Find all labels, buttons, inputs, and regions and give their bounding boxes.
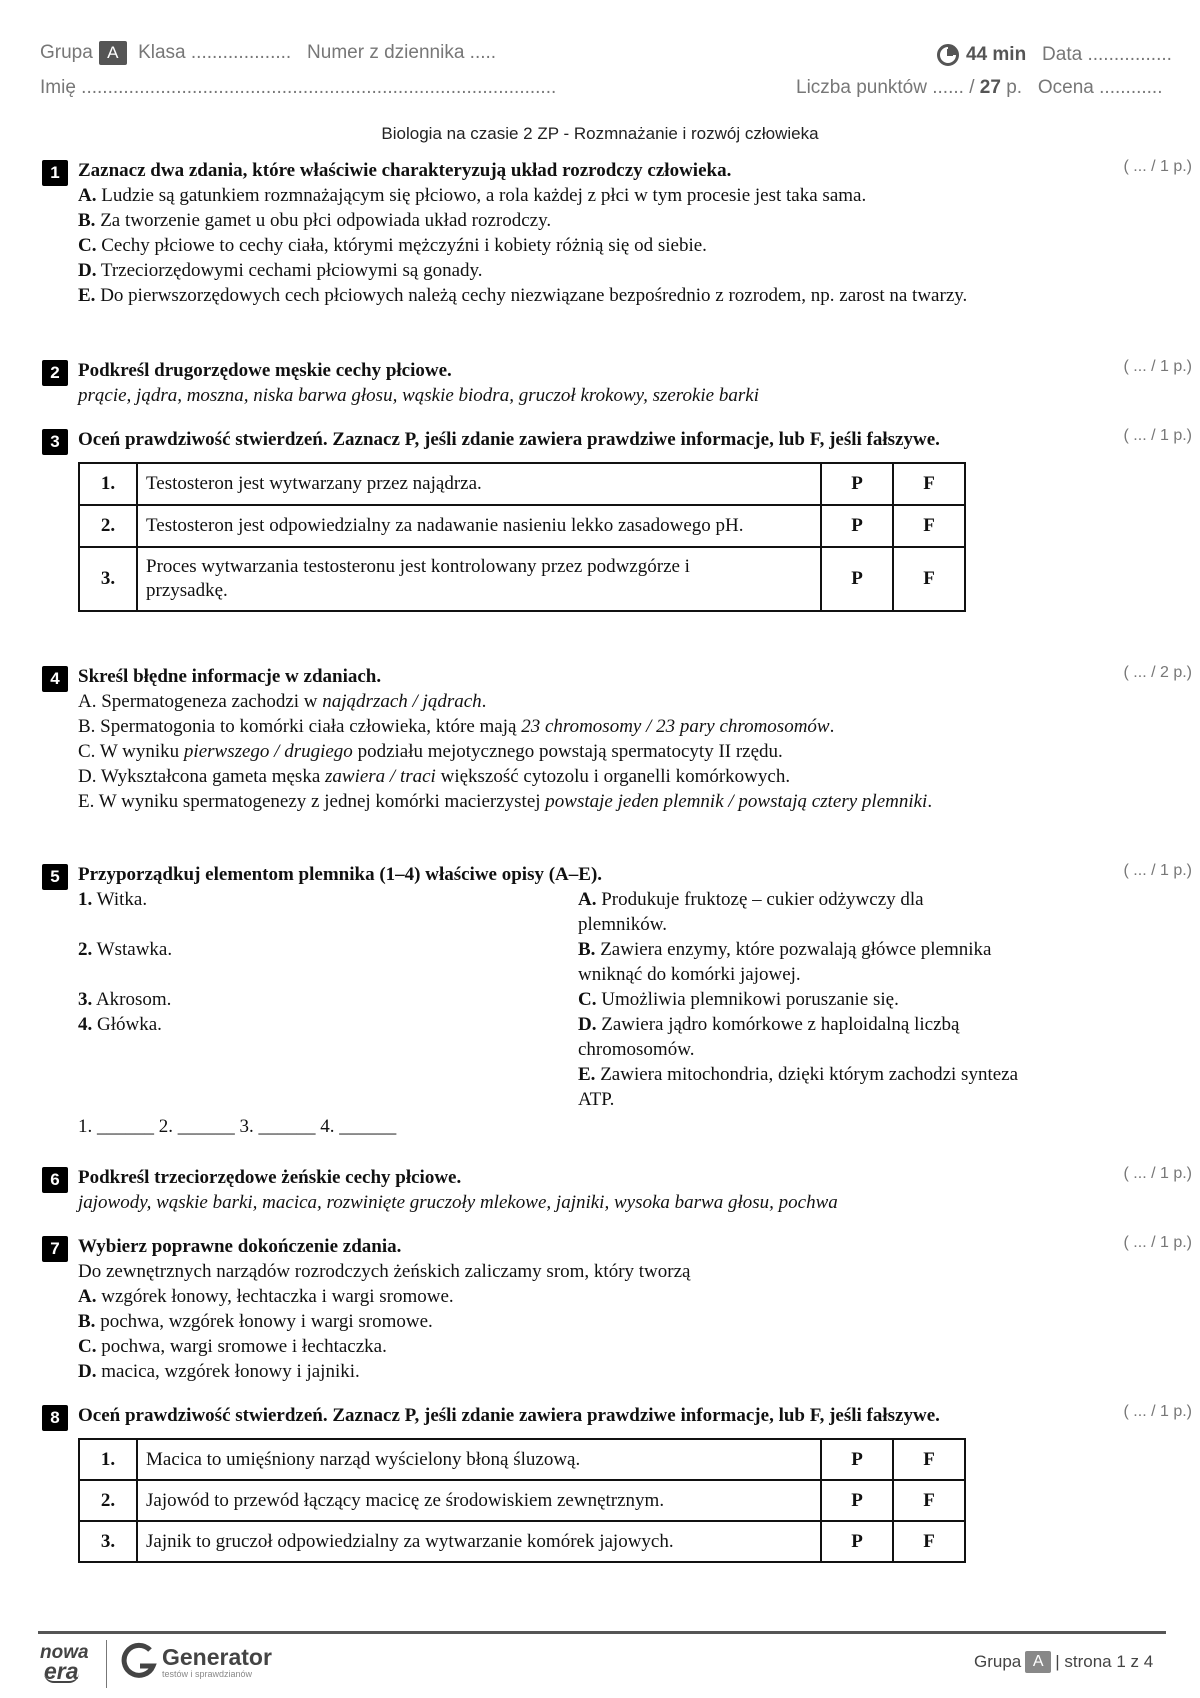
row-number: 1. — [79, 463, 137, 505]
choice-a[interactable]: najądrzach / jądrach — [322, 691, 482, 712]
statement: Jajnik to gruczoł odpowiedzialny za wytwarzanie komórek jajowych. — [137, 1521, 821, 1562]
row-number: 1. — [79, 1439, 137, 1480]
row-number: 3. — [79, 547, 137, 611]
table-row — [79, 505, 965, 547]
group-badge: A — [99, 41, 127, 65]
row-number: 2. — [79, 1480, 137, 1521]
question-number: 1 — [42, 160, 68, 186]
option-b[interactable]: B. Za tworzenie gamet u obu płci odpowiada układ rozrodczy. — [78, 210, 552, 231]
time-value: 44 min — [966, 44, 1027, 65]
question-title: Oceń prawdziwość stwierdzeń. Zaznacz P, jeśli zdanie zawiera prawdziwe informacje, lub F, jeśli fałszywe. — [78, 429, 940, 450]
date-field[interactable]: Data ................ — [1042, 44, 1172, 65]
question-number: 5 — [42, 864, 68, 890]
false-option[interactable]: F — [893, 1439, 965, 1480]
class-field[interactable]: Klasa ................... — [138, 42, 292, 63]
header-row-1-right — [936, 43, 1172, 67]
question-2 — [42, 358, 1192, 408]
option-a[interactable]: A. Ludzie są gatunkiem rozmnażającym się płciowo, a rola każdej z płci w tym procesie jest taka sama. — [78, 185, 867, 206]
element-item: 1. Witka. — [78, 889, 148, 910]
question-title: Skreśl błędne informacje w zdaniach. — [78, 666, 382, 687]
option-b[interactable]: B. pochwa, wzgórek łonowy i wargi sromowe. — [78, 1311, 433, 1332]
points-box: ( ... / 1 p.) — [1123, 158, 1192, 175]
traits-list[interactable]: prącie, jądra, moszna, niska barwa głosu, wąskie biodra, gruczoł krokowy, szerokie barki — [78, 385, 759, 406]
true-option[interactable]: P — [821, 547, 893, 611]
false-option[interactable]: F — [893, 1480, 965, 1521]
nowa-era-logo: nowa era — [40, 1642, 89, 1684]
generator-icon — [120, 1642, 158, 1682]
table-row — [79, 547, 965, 611]
points-field[interactable]: Liczba punktów ...... / — [796, 77, 975, 98]
option-c[interactable]: C. pochwa, wargi sromowe i łechtaczka. — [78, 1336, 387, 1357]
description-item: B. Zawiera enzymy, które pozwalają główce plemnika wniknąć do komórki jajowej. — [578, 939, 992, 985]
points-box: ( ... / 1 p.) — [1123, 1165, 1192, 1182]
false-option[interactable]: F — [893, 463, 965, 505]
page-indicator — [974, 1651, 1153, 1673]
choice-b[interactable]: 23 chromosomy / 23 pary chromosomów — [521, 716, 830, 737]
points-box: ( ... / 1 p.) — [1123, 358, 1192, 375]
points-box: ( ... / 1 p.) — [1123, 1403, 1192, 1420]
question-number: 2 — [42, 360, 68, 386]
true-option[interactable]: P — [821, 1439, 893, 1480]
group-label: Grupa — [40, 42, 93, 63]
table-row — [79, 1439, 965, 1480]
table-row — [79, 1521, 965, 1562]
element-item: 4. Główka. — [78, 1014, 162, 1035]
footer-divider — [38, 1631, 1166, 1634]
description-item: A. Produkuje fruktozę – cukier odżywczy dla plemników. — [578, 889, 924, 935]
points-total: 27 — [979, 77, 1001, 98]
row-number: 2. — [79, 505, 137, 547]
false-option[interactable]: F — [893, 505, 965, 547]
element-item: 2. Wstawka. — [78, 939, 173, 960]
class-number-field[interactable]: Numer z dziennika ..... — [307, 42, 497, 63]
generator-logo: Generator testów i sprawdzianów — [120, 1642, 272, 1682]
sentence-d: D. Wykształcona gameta męska zawiera / traci większość cytozolu i organelli komórkowych. — [78, 766, 791, 787]
question-8 — [42, 1403, 1192, 1563]
statement: Testosteron jest odpowiedzialny za nadawanie nasieniu lekko zasadowego pH. — [137, 505, 821, 547]
question-4 — [42, 664, 1192, 814]
footer-group-badge: A — [1025, 1651, 1051, 1673]
points-box: ( ... / 1 p.) — [1123, 427, 1192, 444]
answer-line[interactable]: 1. ______ 2. ______ 3. ______ 4. ______ — [78, 1116, 397, 1137]
points-box: ( ... / 1 p.) — [1123, 862, 1192, 879]
question-3 — [42, 427, 1192, 612]
question-number: 6 — [42, 1167, 68, 1193]
false-option[interactable]: F — [893, 547, 965, 611]
header-row-1-left — [40, 41, 496, 65]
statement: Jajowód to przewód łączący macicę ze środowiskiem zewnętrznym. — [137, 1480, 821, 1521]
footer-group-label: Grupa — [974, 1652, 1022, 1671]
header-row-2-right — [796, 77, 1163, 99]
points-box: ( ... / 1 p.) — [1123, 1234, 1192, 1251]
question-title: Podkreśl trzeciorzędowe żeńskie cechy płciowe. — [78, 1167, 462, 1188]
question-7 — [42, 1234, 1192, 1384]
description-item: C. Umożliwia plemnikowi poruszanie się. — [578, 989, 899, 1010]
true-false-table — [78, 1438, 966, 1563]
sentence-e: E. W wyniku spermatogenezy z jednej komórki macierzystej powstaje jeden plemnik / powstają cztery plemniki. — [78, 791, 933, 812]
name-field[interactable]: Imię .......................................................................................... — [40, 77, 557, 98]
question-1 — [42, 158, 1192, 308]
choice-d[interactable]: zawiera / traci — [325, 766, 436, 787]
statement: Testosteron jest wytwarzany przez najądrza. — [137, 463, 821, 505]
sentence-a: A. Spermatogeneza zachodzi w najądrzach / jądrach. — [78, 691, 487, 712]
question-title: Podkreśl drugorzędowe męskie cechy płciowe. — [78, 360, 452, 381]
option-d[interactable]: D. Trzeciorzędowymi cechami płciowymi są gonady. — [78, 260, 483, 281]
question-5 — [42, 862, 1192, 1139]
choice-c[interactable]: pierwszego / drugiego — [183, 741, 353, 762]
sentence-b: B. Spermatogonia to komórki ciała człowieka, które mają 23 chromosomy / 23 pary chromosomów. — [78, 716, 835, 737]
element-item: 3. Akrosom. — [78, 989, 172, 1010]
question-title: Wybierz poprawne dokończenie zdania. — [78, 1236, 402, 1257]
statement: Macica to umięśniony narząd wyścielony błoną śluzową. — [137, 1439, 821, 1480]
question-number: 7 — [42, 1236, 68, 1262]
true-option[interactable]: P — [821, 463, 893, 505]
logo-separator — [106, 1640, 107, 1688]
question-stem: Do zewnętrznych narządów rozrodczych żeńskich zaliczamy srom, który tworzą — [78, 1261, 691, 1282]
page-number: | strona 1 z 4 — [1055, 1652, 1154, 1671]
statement: Proces wytwarzania testosteronu jest kontrolowany przez podwzgórze i przysadkę. — [137, 547, 821, 611]
table-row — [79, 1480, 965, 1521]
option-e[interactable]: E. Do pierwszorzędowych cech płciowych należą cechy niezwiązane bezpośrednio z rozrodem, np. zarost na twarzy. — [78, 285, 968, 306]
option-d[interactable]: D. macica, wzgórek łonowy i jajniki. — [78, 1361, 360, 1382]
table-row — [79, 463, 965, 505]
true-option[interactable]: P — [821, 1480, 893, 1521]
grade-field[interactable]: Ocena ............ — [1037, 77, 1163, 98]
test-title: Biologia na czasie 2 ZP - Rozmnażanie i rozwój człowieka — [381, 124, 819, 143]
descriptions-column — [578, 887, 1048, 1112]
false-option[interactable]: F — [893, 1521, 965, 1562]
points-box: ( ... / 2 p.) — [1123, 664, 1192, 681]
question-number: 4 — [42, 666, 68, 692]
elements-column — [78, 887, 578, 1112]
option-a[interactable]: A. wzgórek łonowy, łechtaczka i wargi sromowe. — [78, 1286, 454, 1307]
description-item: D. Zawiera jądro komórkowe z haploidalną liczbą chromosomów. — [578, 1014, 960, 1060]
true-option[interactable]: P — [821, 505, 893, 547]
timer-icon — [936, 43, 960, 67]
question-number: 8 — [42, 1405, 68, 1431]
description-item: E. Zawiera mitochondria, dzięki którym zachodzi synteza ATP. — [578, 1064, 1019, 1110]
option-c[interactable]: C. Cechy płciowe to cechy ciała, którymi mężczyźni i kobiety różnią się od siebie. — [78, 235, 707, 256]
sentence-c: C. W wyniku pierwszego / drugiego podziału mejotycznego powstają spermatocyty II rzędu. — [78, 741, 783, 762]
points-suffix: p. — [1006, 77, 1023, 98]
question-title: Zaznacz dwa zdania, które właściwie charakteryzują układ rozrodczy człowieka. — [78, 160, 732, 181]
true-false-table — [78, 462, 966, 612]
question-6 — [42, 1165, 1192, 1215]
question-title: Oceń prawdziwość stwierdzeń. Zaznacz P, jeśli zdanie zawiera prawdziwe informacje, lub F, jeśli fałszywe. — [78, 1405, 940, 1426]
row-number: 3. — [79, 1521, 137, 1562]
question-title: Przyporządkuj elementom plemnika (1–4) właściwe opisy (A–E). — [78, 864, 603, 885]
traits-list[interactable]: jajowody, wąskie barki, macica, rozwinięte gruczoły mlekowe, jajniki, wysoka barwa głosu, pochwa — [78, 1192, 838, 1213]
true-option[interactable]: P — [821, 1521, 893, 1562]
choice-e[interactable]: powstaje jeden plemnik / powstają cztery plemniki — [545, 791, 928, 812]
question-number: 3 — [42, 429, 68, 455]
